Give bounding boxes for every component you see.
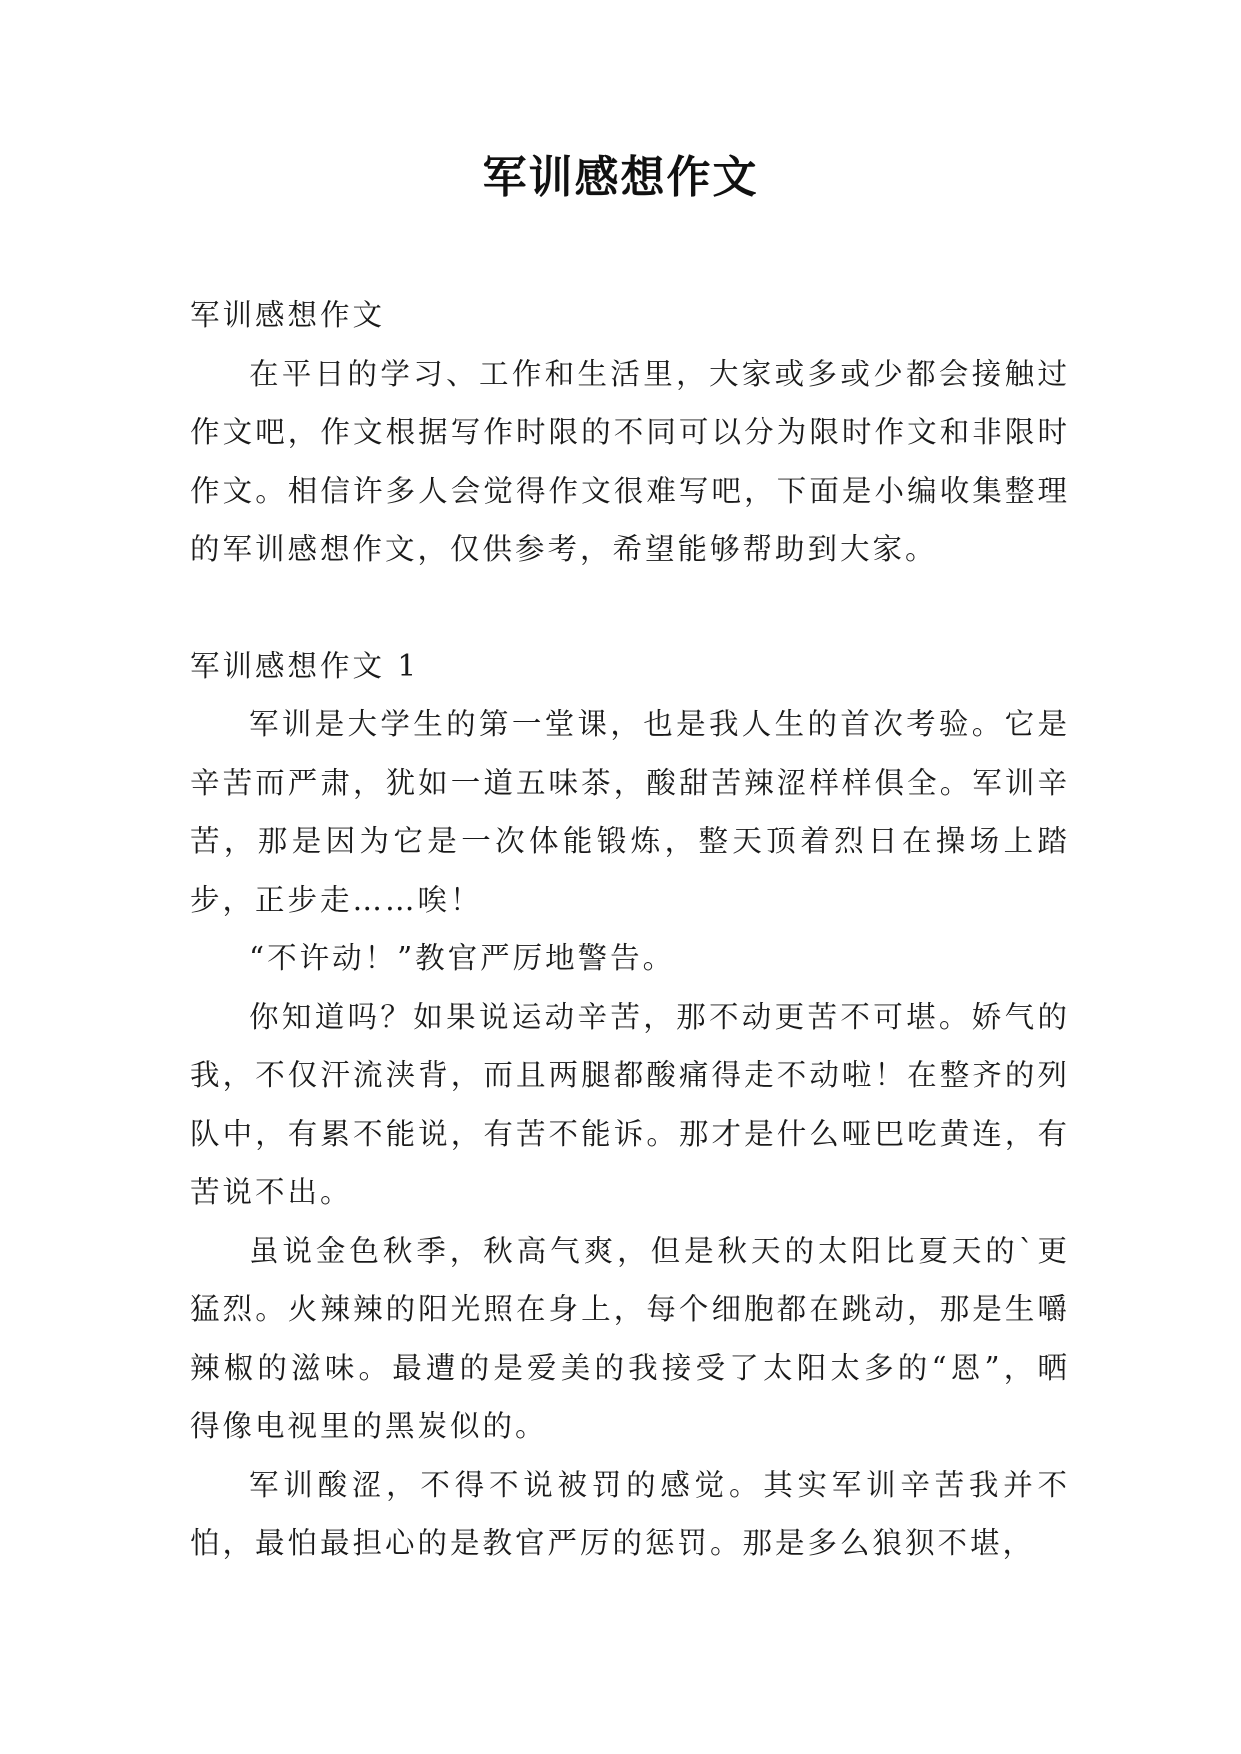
body-paragraph: 军训酸涩，不得不说被罚的感觉。其实军训辛苦我并不怕，最怕最担心的是教官严厉的惩罚。那是多么狼狈不堪， <box>190 1467 1070 1560</box>
subtitle-line: 军训感想作文 <box>190 298 386 332</box>
document-title: 军训感想作文 <box>482 152 759 203</box>
document-body <box>190 286 1070 1573</box>
intro-paragraph: 在平日的学习、工作和生活里，大家或多或少都会接触过作文吧，作文根据写作时限的不同可以分为限时作文和非限时作文。相信许多人会觉得作文很难写吧，下面是小编收集整理的军训感想作文，仅供参考，希望能够帮助到大家。 <box>190 356 1070 566</box>
section-spacer <box>190 579 1070 637</box>
section-heading: 军训感想作文 1 <box>190 648 420 683</box>
body-paragraph: 军训是大学生的第一堂课，也是我人生的首次考验。它是辛苦而严肃，犹如一道五味茶，酸甜苦辣涩样样俱全。军训辛苦，那是因为它是一次体能锻炼，整天顶着烈日在操场上踏步，正步走……唉！ <box>190 707 1070 917</box>
body-paragraph: 你知道吗？如果说运动辛苦，那不动更苦不可堪。娇气的我，不仅汗流浃背，而且两腿都酸痛得走不动啦！在整齐的列队中，有累不能说，有苦不能诉。那才是什么哑巴吃黄连，有苦说不出。 <box>190 999 1070 1209</box>
body-paragraph: “不许动！”教官严厉地警告。 <box>249 941 676 975</box>
body-paragraph: 虽说金色秋季，秋高气爽，但是秋天的太阳比夏天的`更猛烈。火辣辣的阳光照在身上，每个细胞都在跳动，那是生嚼辣椒的滋味。最遭的是爱美的我接受了太阳太多的“恩”，晒得像电视里的黑炭似的。 <box>190 1233 1070 1443</box>
